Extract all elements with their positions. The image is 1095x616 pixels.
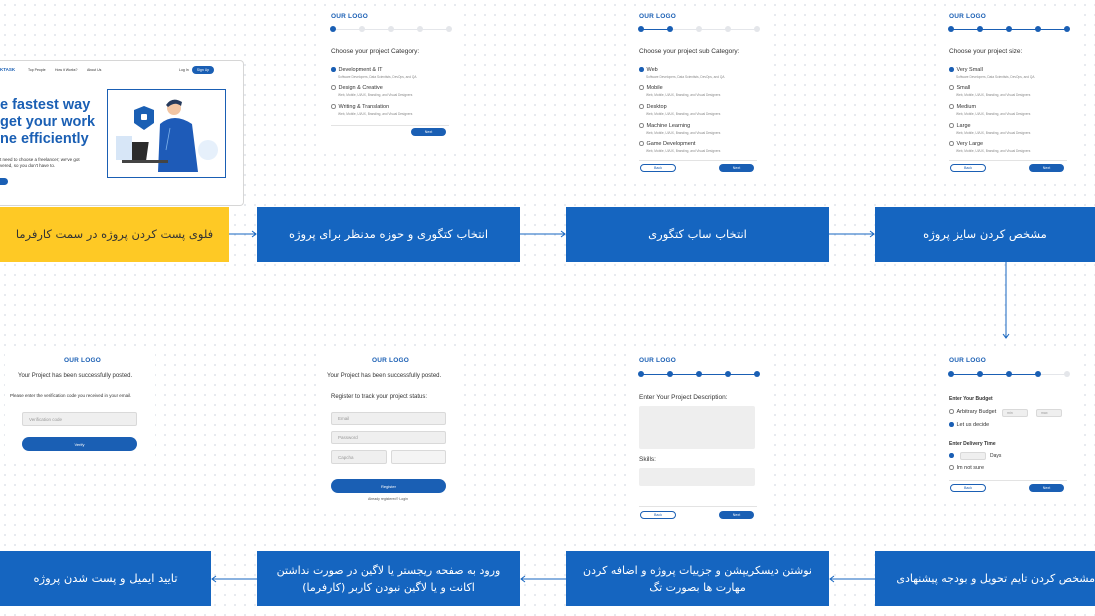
radio-selected-icon [949,453,954,458]
delivery-title: Enter Delivery Time [949,441,996,447]
size-progress [948,25,1073,33]
arrow-left-icon [212,576,257,582]
step-dot [446,26,452,32]
size-option[interactable] [949,123,1031,135]
divider [331,125,449,126]
option-description: Web, Mobile, UI/UX, Branding, and Visual Designers [646,112,721,116]
captcha-input[interactable]: Capcha [331,450,387,464]
radio-selected-icon [949,67,954,72]
option-label: Small [956,85,971,91]
category-question: Choose your project Category: [331,48,420,55]
budget-progress [948,370,1073,378]
budget-screen [940,352,1080,502]
size-logo: OUR LOGO [949,13,986,20]
freelancer-illustration [108,90,227,179]
step-dot [977,26,983,32]
description-label: Enter Your Project Description: [639,394,728,401]
arrow-left-icon [521,576,566,582]
back-button[interactable]: Back [950,484,986,492]
divider [949,160,1067,161]
nav-how-it-works[interactable]: How it Works? [55,68,78,72]
option-label: Very Small [956,67,983,73]
description-logo: OUR LOGO [639,357,676,364]
option-label: Large [956,123,971,129]
signup-button[interactable]: Sign Up [192,66,214,74]
step-dot [638,26,644,32]
radio-icon [639,141,644,146]
step-dot [696,26,702,32]
divider [639,160,757,161]
subcategory-screen [630,8,770,178]
option-description: Web, Mobile, UI/UX, Branding, and Visual Designers [646,93,721,97]
radio-selected-icon [949,422,954,427]
size-option[interactable] [949,67,1035,79]
radio-selected-icon [639,67,644,72]
size-option[interactable] [949,104,1031,116]
category-logo: OUR LOGO [331,13,368,20]
option-label: Medium [956,104,977,110]
subcategory-step-label: انتخاب ساب کتگوری [566,207,829,262]
step-dot [417,26,423,32]
subcategory-option[interactable] [639,67,725,79]
option-label: Game Development [646,141,696,147]
subcategory-option[interactable] [639,123,721,135]
option-description: Web, Mobile, UI/UX, Branding, and Visual Designers [956,93,1031,97]
radio-icon [949,104,954,109]
skills-label: Skills: [639,456,656,463]
hero-line-1: e fastest way [0,97,91,113]
register-prompt: Register to track your project status: [331,394,428,400]
flow-start-label: فلوی پست کردن پروژه در سمت کارفرما [0,207,229,262]
option-description: Software Developers, Data Scientists, DevOps, and QA [338,75,417,79]
radio-icon [331,104,336,109]
hero-line-3: ne efficiently [0,131,89,147]
step-dot [1064,26,1070,32]
description-progress [638,370,763,378]
radio-icon [949,85,954,90]
budget-step-label: مشخص کردن تایم تحویل و بودجه پیشنهادی [875,551,1095,606]
let-us-decide-option[interactable] [949,422,989,429]
step-dot [667,26,673,32]
budget-title: Enter Your Budget [949,396,993,402]
next-button[interactable]: Next [411,128,446,136]
category-step-label: انتخاب کتگوری و حوزه مدنظر برای پروژه [257,207,520,262]
step-dot [1006,26,1012,32]
arrow-right-icon [520,231,565,237]
back-button[interactable]: Back [640,511,676,519]
radio-icon [639,104,644,109]
option-label: Writing & Translation [338,104,390,110]
back-button[interactable]: Back [950,164,986,172]
delivery-days-input[interactable] [960,452,986,460]
option-label: Mobile [646,85,663,91]
hero-description: t need to choose a freelancer; we've got vered, so you don't have to. [0,157,80,168]
nav-about-us[interactable]: About Us [87,68,102,72]
description-step-label: نوشتن دیسکریپشن و جزییات پروژه و اضافه کردن مهارت ها بصورت تگ [566,551,829,606]
verify-step-label: تایید ایمیل و پست شدن پروژه [0,551,211,606]
budget-min-input[interactable]: min [1002,409,1028,417]
radio-selected-icon [331,67,336,72]
category-option[interactable] [331,85,413,97]
option-label: Very Large [956,141,984,147]
next-button[interactable]: Next [1029,164,1064,172]
budget-logo: OUR LOGO [949,357,986,364]
step-dot [1064,371,1070,377]
budget-max-input[interactable]: max [1036,409,1062,417]
option-description: Web, Mobile, UI/UX, Branding, and Visual Designers [646,149,721,153]
arrow-right-icon [229,231,256,237]
divider [949,480,1067,481]
posted-message: Your Project has been successfully posted. [327,373,442,379]
option-label: Arbitrary Budget [956,409,997,415]
radio-icon [331,85,336,90]
hero-title [0,97,95,148]
option-description: Software Developers, Data Scientists, DevOps, and QA [646,75,725,79]
nav-top-people[interactable]: Top People [28,68,46,72]
skills-input[interactable] [639,468,755,486]
register-logo: OUR LOGO [372,357,409,364]
subcategory-logo: OUR LOGO [639,13,676,20]
radio-icon [639,123,644,128]
register-button[interactable]: Register [331,479,446,493]
verify-logo: OUR LOGO [64,357,101,364]
description-textarea[interactable] [639,406,755,449]
option-label: Machine Learning [646,123,691,129]
option-label: Im not sure [956,465,985,471]
option-description: Software Developers, Data Scientists, DevOps, and QA [956,75,1035,79]
arrow-down-icon [1003,262,1009,338]
option-description: Web, Mobile, UI/UX, Branding, and Visual Designers [956,131,1031,135]
subcategory-option[interactable] [639,141,721,153]
option-description: Web, Mobile, UI/UX, Branding, and Visual Designers [338,112,413,116]
category-screen [322,8,462,148]
verify-button[interactable]: Verify [22,437,137,451]
category-progress [330,25,455,33]
size-option[interactable] [949,85,1031,97]
captcha-image [391,450,446,464]
step-dot [388,26,394,32]
step-dot [948,371,954,377]
option-description: Web, Mobile, UI/UX, Branding, and Visual Designers [338,93,413,97]
next-button[interactable]: Next [719,511,754,519]
step-dot [1006,371,1012,377]
option-label: Development & IT [338,67,383,73]
verification-code-input[interactable]: Verification code [22,412,137,426]
subcategory-progress [638,25,763,33]
size-option[interactable] [949,141,1031,153]
login-link[interactable]: Already registered? Login [368,497,408,501]
radio-icon [949,465,954,470]
register-screen [322,352,457,508]
post-cta-button[interactable] [0,178,8,185]
step-dot [725,371,731,377]
option-description: Web, Mobile, UI/UX, Branding, and Visual Designers [956,149,1031,153]
subcategory-option[interactable] [639,85,721,97]
days-label: Days [990,453,1002,459]
option-description: Web, Mobile, UI/UX, Branding, and Visual Designers [956,112,1031,116]
landing-page-screen [0,60,244,206]
password-input[interactable]: Password [331,431,446,444]
radio-icon [949,141,954,146]
hero-line-2: get your work [0,114,96,130]
step-dot [977,371,983,377]
category-option[interactable] [331,67,417,79]
brand-logo: KTASK [0,67,16,72]
register-step-label: ورود به صفحه ریجستر یا لاگین در صورت نداشتن اکانت و یا لاگین نبودن کاربر (کارفرما) [257,551,520,606]
option-label: Let us decide [956,422,990,428]
not-sure-option[interactable] [949,465,984,472]
arbitrary-budget-option[interactable] [949,409,996,416]
subcategory-option[interactable] [639,104,721,116]
step-dot [1035,371,1041,377]
step-dot [948,26,954,32]
verify-screen [5,352,155,462]
posted-message: Your Project has been successfully posted. [18,373,133,379]
next-button[interactable]: Next [1029,484,1064,492]
size-step-label: مشخص کردن سایز پروژه [875,207,1095,262]
step-dot [330,26,336,32]
step-dot [754,26,760,32]
size-screen [940,8,1080,178]
step-dot [754,371,760,377]
option-label: Design & Creative [338,85,383,91]
divider [639,506,757,507]
verify-instruction: Please enter the verification code you received in your email. [10,393,132,398]
description-screen [630,352,770,528]
step-dot [359,26,365,32]
email-input[interactable]: Email [331,412,446,425]
size-question: Choose your project size: [949,48,1023,55]
back-button[interactable]: Back [640,164,676,172]
login-link[interactable]: Log In [179,68,189,72]
arrow-left-icon [830,576,875,582]
category-option[interactable] [331,104,413,116]
option-description: Web, Mobile, UI/UX, Branding, and Visual Designers [646,131,721,135]
option-label: Web [646,67,658,73]
radio-icon [639,85,644,90]
step-dot [696,371,702,377]
option-label: Desktop [646,104,667,110]
hero-illustration-frame [107,89,226,178]
step-dot [638,371,644,377]
delivery-days-option[interactable] [949,453,957,460]
step-dot [725,26,731,32]
radio-icon [949,123,954,128]
step-dot [667,371,673,377]
arrow-right-icon [829,231,874,237]
step-dot [1035,26,1041,32]
radio-icon [949,409,954,414]
next-button[interactable]: Next [719,164,754,172]
subcategory-question: Choose your project sub Category: [639,48,740,55]
